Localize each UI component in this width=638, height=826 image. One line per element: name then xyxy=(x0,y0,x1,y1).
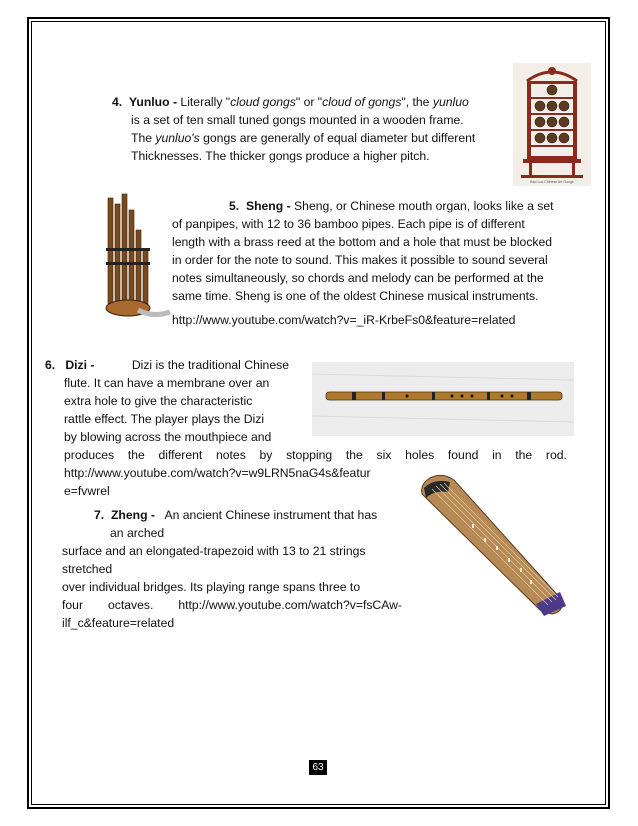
word: in xyxy=(492,448,502,462)
word: stopping xyxy=(286,448,333,462)
zheng-image xyxy=(412,472,572,617)
word: notes xyxy=(215,448,246,462)
yunluo-line-4: Thicknesses. The thicker gongs produce a higher pitch. xyxy=(131,149,430,163)
zheng-number: 7. xyxy=(94,508,105,522)
word: holes xyxy=(405,448,435,462)
yunluo-text: " or " xyxy=(295,95,323,109)
dizi-line-6 xyxy=(64,446,567,464)
sheng-number: 5. xyxy=(229,199,240,213)
zheng-paragraph xyxy=(62,506,402,632)
word: the xyxy=(127,448,145,462)
sheng-line-2: of panpipes, with 12 to 36 bamboo pipes. Each pipe is of different xyxy=(172,217,525,231)
dizi-line-3: extra hole to give the characteristic xyxy=(64,394,253,408)
sheng-link[interactable]: http://www.youtube.com/watch?v=_iR-KrbeFs0&feature=related xyxy=(172,313,516,327)
word: the xyxy=(345,448,363,462)
word: rod. xyxy=(545,448,567,462)
dizi-line-2: flute. It can have a membrane over an xyxy=(64,376,270,390)
dizi-line-5: by blowing across the mouthpiece and xyxy=(64,430,272,444)
word: octaves. xyxy=(107,598,154,612)
sheng-line-5: notes simultaneously, so chords and melody can be performed at the xyxy=(172,271,544,285)
zheng-line-6 xyxy=(62,596,402,614)
yunluo-italic: yunluo xyxy=(432,95,469,109)
zheng-line-1 xyxy=(62,506,402,524)
sheng-text: Sheng, or Chinese mouth organ, looks like a set xyxy=(294,199,554,213)
sheng-line-1 xyxy=(172,197,567,215)
word: different xyxy=(158,448,203,462)
dizi-line-4: rattle effect. The player plays the Dizi xyxy=(64,412,265,426)
zheng-title: Zheng - xyxy=(110,508,155,522)
word: six xyxy=(376,448,392,462)
zheng-line-5: over individual bridges. Its playing range spans three to xyxy=(62,580,361,594)
dizi-link-1[interactable]: http://www.youtube.com/watch?v=w9LRN5naG4s&featur xyxy=(64,466,371,480)
word: by xyxy=(259,448,273,462)
sheng-paragraph xyxy=(172,197,567,329)
yunluo-line-1 xyxy=(112,93,512,111)
sheng-image xyxy=(98,190,178,330)
dizi-number: 6. xyxy=(45,358,56,372)
yunluo-text: Literally " xyxy=(180,95,231,109)
yunluo-italic: yunluo's xyxy=(155,131,200,145)
sheng-line-3: length with a brass reed at the bottom and a hole that must be blocked xyxy=(172,235,553,249)
word: produces xyxy=(64,448,115,462)
sheng-title: Sheng - xyxy=(245,199,291,213)
yunluo-number: 4. xyxy=(112,95,123,109)
sheng-line-6: same time. Sheng is one of the oldest Chinese musical instruments. xyxy=(172,289,539,303)
word: http://www.youtube.com/watch?v=fsCAw- xyxy=(178,598,402,612)
zheng-text: An ancient Chinese instrument that has xyxy=(164,508,378,522)
dizi-title: Dizi - xyxy=(65,358,95,372)
yunluo-line-2: is a set of ten small tuned gongs mounted in a wooden frame. xyxy=(131,113,464,127)
page-number: 63 xyxy=(309,760,327,775)
zheng-line-3: surface and an elongated-trapezoid with 13 to 21 strings xyxy=(62,544,366,558)
dizi-text: Dizi is the traditional Chinese xyxy=(131,358,289,372)
sheng-line-4: in order for the note to sound. This makes it possible to sound several xyxy=(172,253,548,267)
yunluo-italic: cloud gongs xyxy=(230,95,296,109)
dizi-line-1 xyxy=(45,356,289,374)
zheng-line-4: stretched xyxy=(62,562,113,576)
yunluo-italic: cloud of gongs xyxy=(322,95,402,109)
yunluo-text: gongs are generally of equal diameter but different xyxy=(199,131,476,145)
zheng-line-2: an arched xyxy=(110,526,165,540)
dizi-heading xyxy=(45,356,94,374)
yunluo-line-3 xyxy=(112,129,512,147)
zheng-line-7[interactable]: ilf_c&feature=related xyxy=(62,616,175,630)
yunluo-text: ", the xyxy=(401,95,433,109)
word: found xyxy=(447,448,479,462)
word: four xyxy=(62,598,84,612)
word: the xyxy=(515,448,533,462)
yunluo-title: Yunluo - xyxy=(128,95,178,109)
yunluo-text: The xyxy=(131,131,156,145)
yunluo-image-caption: Bao Luo Chinese Art Gongs xyxy=(530,180,574,184)
yunluo-image xyxy=(513,63,591,186)
dizi-link-2[interactable]: e=fvwrel xyxy=(64,484,110,498)
yunluo-paragraph xyxy=(112,93,512,165)
